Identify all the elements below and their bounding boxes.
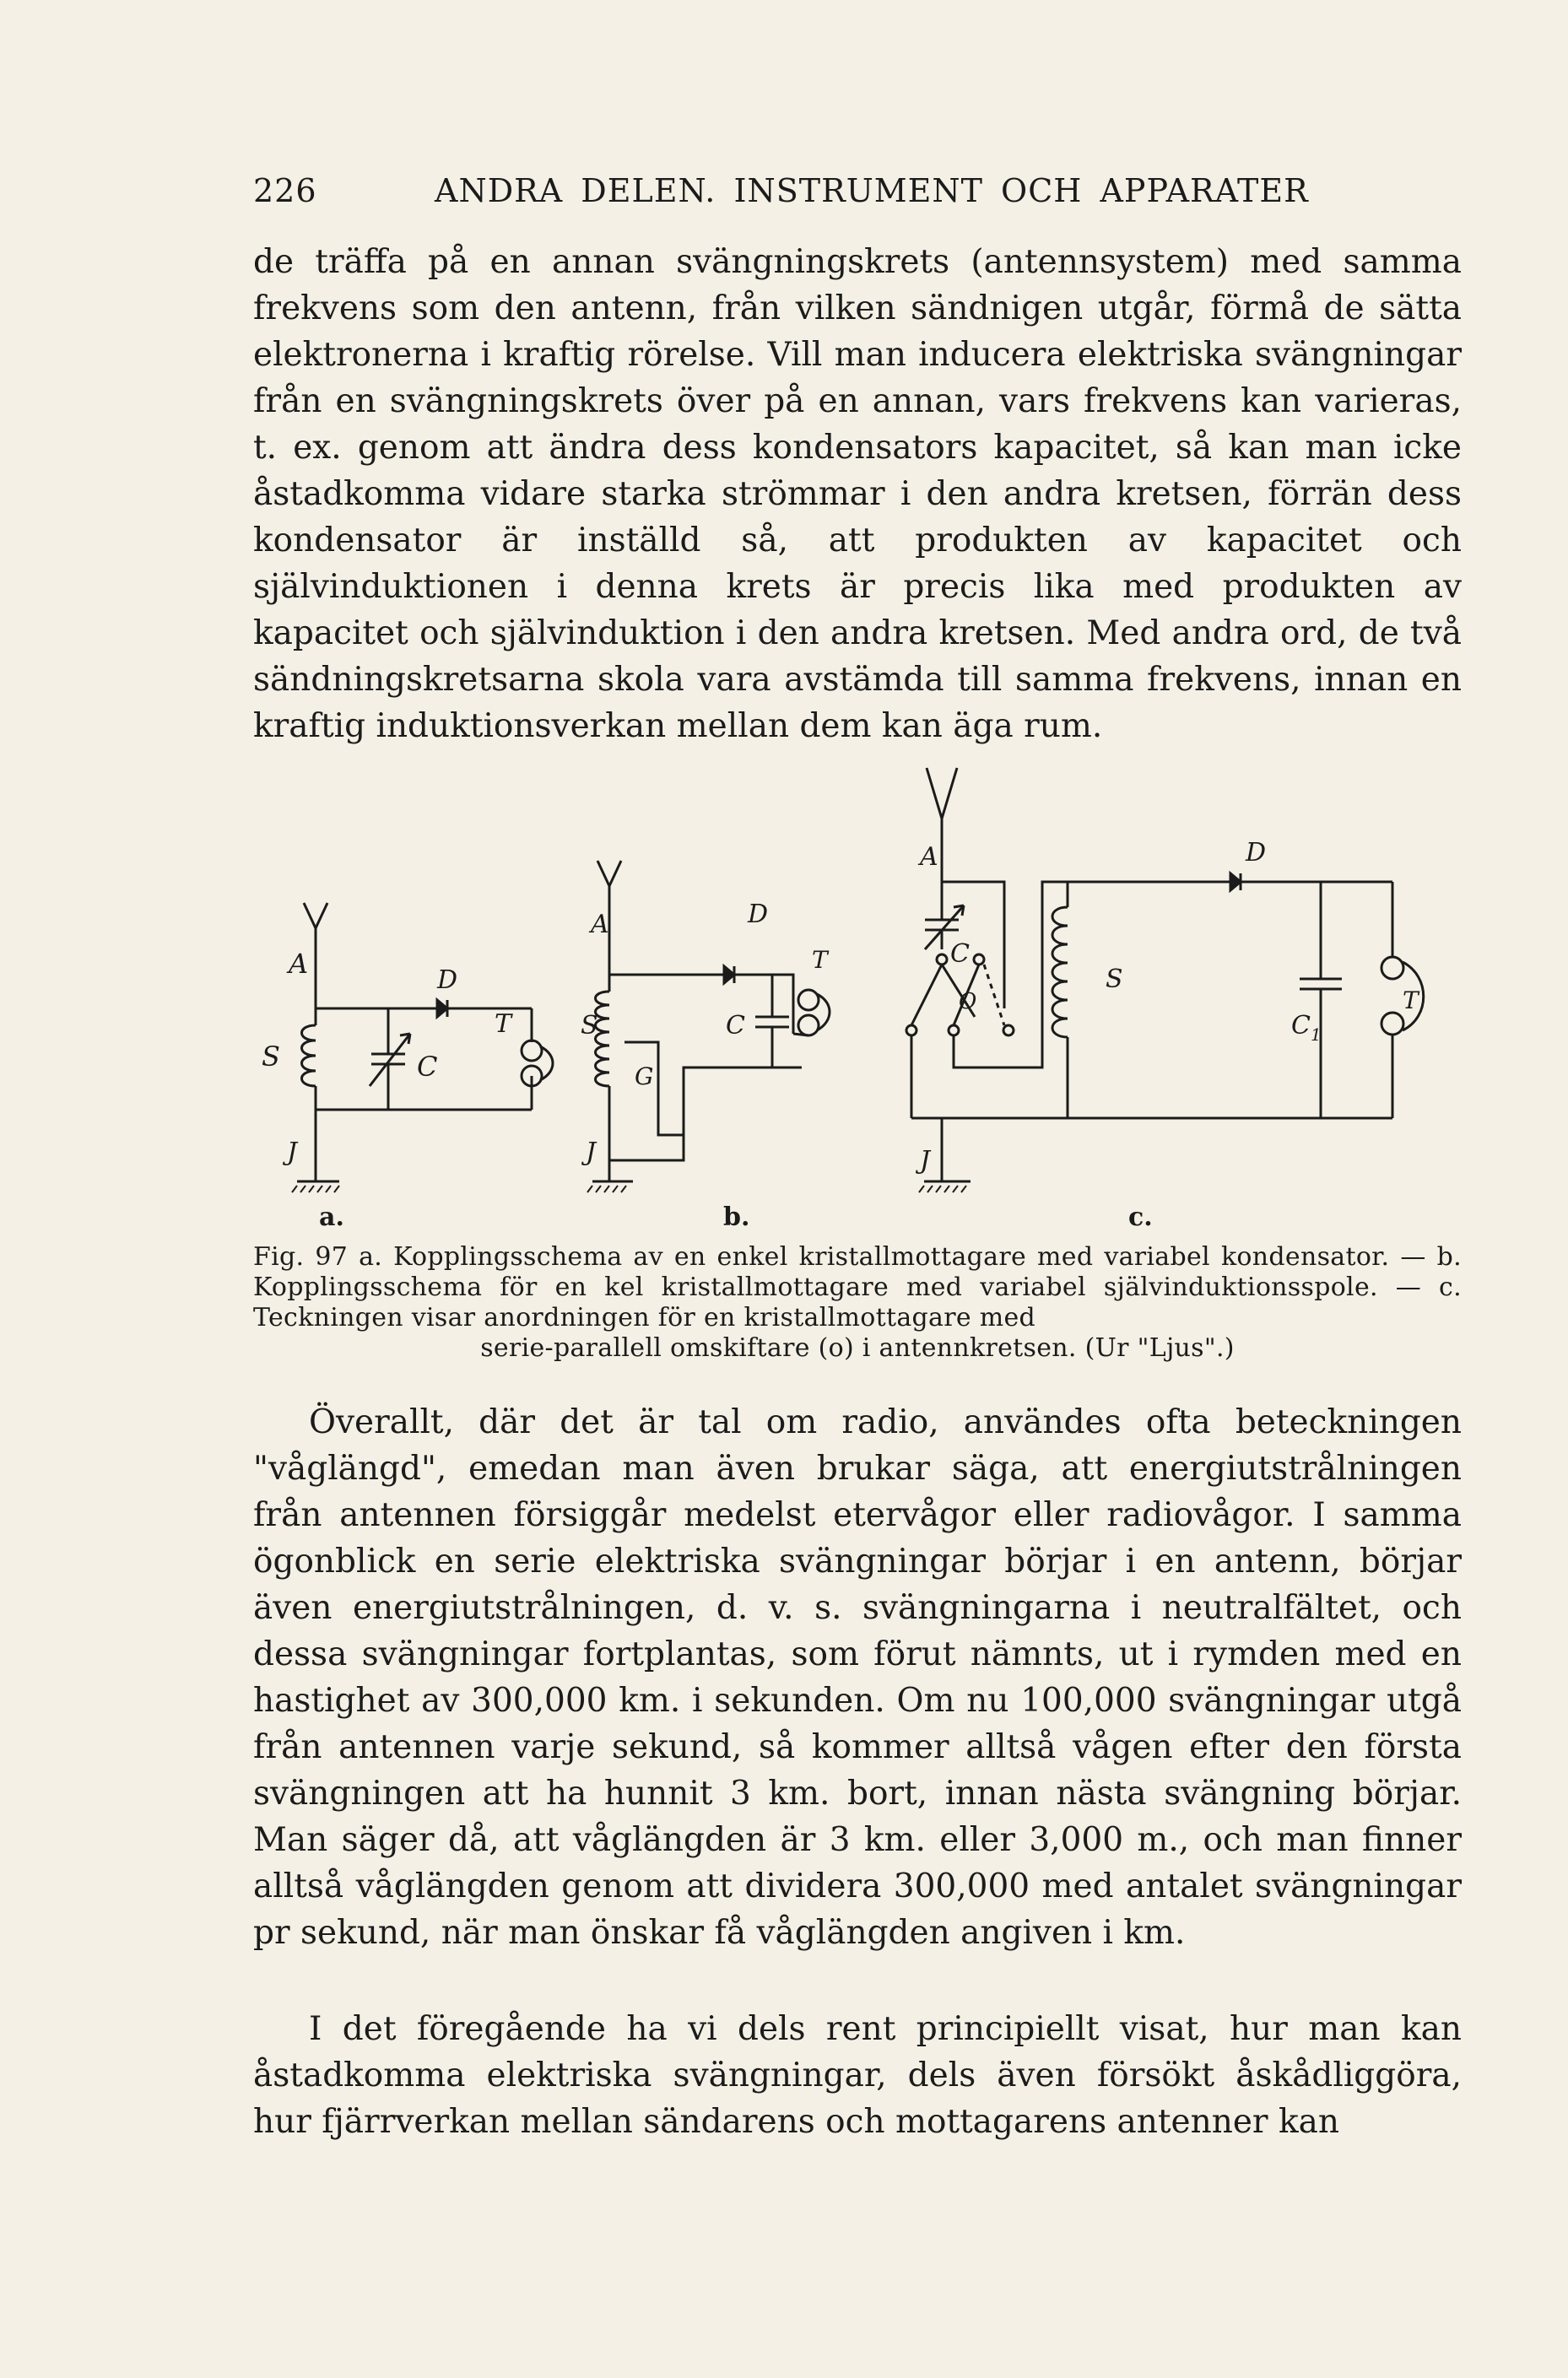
label-b-ground: J: [586, 1138, 597, 1167]
sublabel-b: b.: [723, 1203, 750, 1232]
label-b-telephone: T: [812, 946, 828, 974]
capacitor2-c-icon: [1300, 882, 1342, 1118]
caption-main: Fig. 97 a. Kopplingsschema av en enkel kristallmottagare med variabel kondensator. — b. Kopplingsschema för en kel kristallmottagare med variabel självinduktionsspole. — c. Teckningen visar anordningen för en kristallmottagare med: [253, 1242, 1462, 1332]
label-a-ground: J: [287, 1138, 298, 1167]
detector-c-icon: [1230, 873, 1241, 890]
diagram-a: [262, 903, 553, 1192]
coil-a-icon: [302, 1008, 316, 1110]
label-a-antenna: A: [289, 948, 309, 980]
label-c-antenna: A: [920, 842, 938, 872]
label-b-antenna: A: [591, 910, 609, 939]
label-c-switch: O: [959, 989, 977, 1014]
label-c-capacitor2: $C_1$: [1291, 1011, 1322, 1045]
detector-b-icon: [724, 966, 734, 983]
label-c-detector: D: [1246, 838, 1267, 867]
label-a-telephone: T: [495, 1009, 512, 1039]
ground-c-icon: [924, 1118, 971, 1181]
page-number: 226: [253, 172, 317, 209]
circuit-diagrams: [245, 755, 1494, 1211]
label-c-ground: J: [920, 1146, 931, 1175]
running-title: ANDRA DELEN. INSTRUMENT OCH APPARATER: [435, 172, 1309, 209]
figure-97: [245, 755, 1494, 1219]
label-a-capacitor: C: [417, 1051, 438, 1083]
diagram-b: [581, 861, 830, 1192]
ground-b-icon: [592, 1135, 684, 1181]
label-b-slider: G: [635, 1062, 654, 1090]
slider-b-icon: [624, 1042, 684, 1135]
ground-a-icon: [297, 1110, 339, 1181]
paragraph-2: Överallt, där det är tal om radio, användes ofta beteckningen "våglängd", emedan man även brukar säga, att energiutstrålningen från antennen försiggår medelst etervågor eller radiovågor. I samma ögonblick en serie elektriska svängningar börjar i en antenn, börjar även energiutstrålningen, d. v. s. svängningarna i neutralfältet, och dessa svängningar fortplantas, som förut nämnts, ut i rymden med en hastighet av 300,000 km. i sekunden. Om nu 100,000 svängningar utgå från antennen varje sekund, så kommer alltså vågen efter den första svängningen att ha hunnit 3 km. bort, innan nästa svängning börjar. Man säger då, att våglängden är 3 km. eller 3,000 m., och man finner alltså våglängden genom att dividera 300,000 med antalet svängningar pr sekund, när man önskar få våglängden angiven i km.: [253, 1403, 1462, 1952]
label-b-capacitor: C: [726, 1011, 745, 1040]
sublabel-a: a.: [319, 1203, 344, 1232]
paragraph-3: I det föregående ha vi dels rent principiellt visat, hur man kan åstadkomma elektriska svängningar, dels även försökt åskådliggöra, hur fjärrverkan mellan sändarens och mottagarens antenner kan: [253, 2010, 1462, 2141]
capacitor-a-icon: [370, 1008, 410, 1110]
label-c-coil: S: [1106, 965, 1123, 994]
diagram-c: [906, 768, 1424, 1192]
detector-a-icon: [437, 1000, 447, 1017]
figure-caption: [253, 1242, 1462, 1364]
caption-last-line: serie-parallell omskiftare (o) i antennkretsen. (Ur "Ljus".): [480, 1333, 1235, 1363]
coil-c-icon: [1052, 882, 1068, 1118]
label-a-detector: D: [437, 965, 458, 995]
capacitor-b-icon: [684, 975, 789, 1135]
sublabel-c: c.: [1128, 1203, 1153, 1232]
label-a-coil: S: [262, 1040, 280, 1073]
coil-b-icon: [596, 975, 610, 1160]
label-c-capacitor: C: [950, 939, 970, 969]
paragraph-1: de träffa på en annan svängningskrets (antennsystem) med samma frekvens som den antenn, från vilken sändnigen utgår, förmå de sätta elektronerna i kraftig rörelse. Vill man inducera elektriska svängningar från en svängningskrets över på en annan, vars frekvens kan varieras, t. ex. genom att ändra dess kondensators kapacitet, så kan man icke åstadkomma vidare starka strömmar i den andra kretsen, förrän dess kondensator är inställd så, att produkten av kapacitet och självinduktionen i denna krets är precis lika med produkten av kapacitet och självinduktion i den andra kretsen. Med andra ord, de två sändningskretsarna skola vara avstämda till samma frekvens, innan en kraftig induktionsverkan mellan dem kan äga rum.: [253, 243, 1462, 745]
label-c-telephone: T: [1403, 986, 1419, 1014]
label-b-coil: S: [581, 1011, 598, 1040]
label-b-detector: D: [748, 900, 769, 929]
